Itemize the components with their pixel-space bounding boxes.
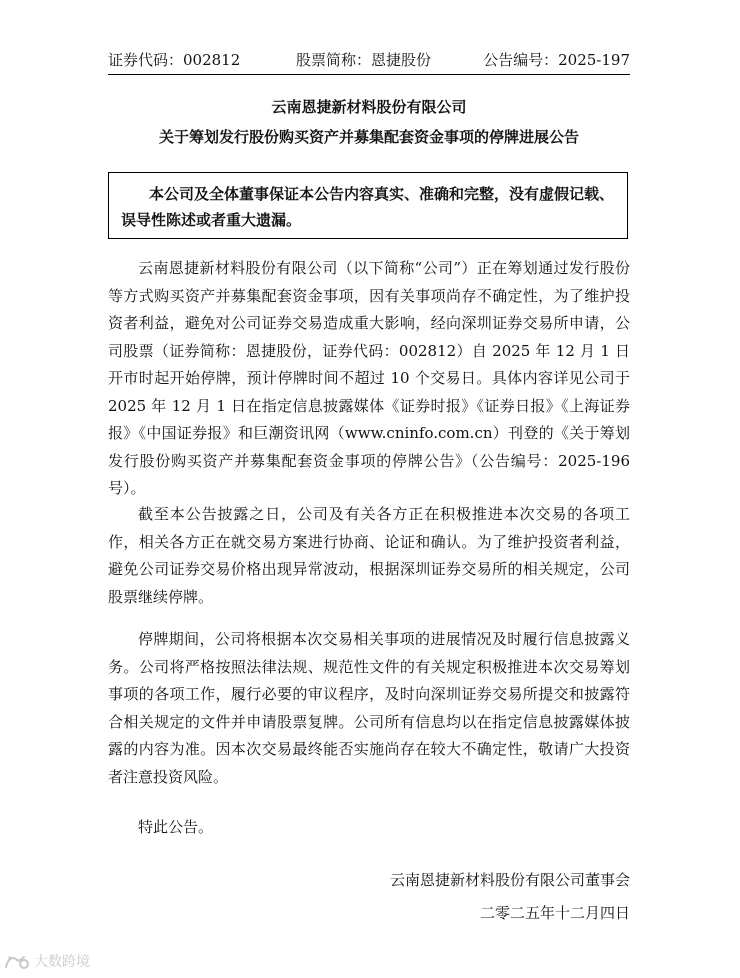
page-header <box>108 50 630 75</box>
security-code: 证券代码：002812 <box>108 51 241 69</box>
signature-organization: 云南恩捷新材料股份有限公司董事会 <box>389 871 630 889</box>
paragraph-closing: 特此公告。 <box>138 818 214 836</box>
company-title: 云南恩捷新材料股份有限公司 <box>271 98 467 116</box>
security-abbreviation: 股票简称：恩捷股份 <box>296 51 432 69</box>
signature-date: 二零二五年十二月四日 <box>479 904 630 922</box>
paragraph-suspension-background: 云南恩捷新材料股份有限公司（以下简称“公司”）正在筹划通过发行股份等方式购买资产并募集配套资金事项，因有关事项尚存不确定性，为了维护投资者利益，避免对公司证券交易造成重大影响，经向深圳证券交易所申请，公司股票（证券简称：恩捷股份，证券代码：002812）自 2025 年 12 月 1 日开市时起开始停牌，预计停牌时间不超过 10 个交易日。具体内容详见公司于 2025 年 12 月 1 日在指定信息披露媒体《证券时报》《证券日报》《上海证券报》《中国证券报》和巨潮资讯网（www.cninfo.com.cn）刊登的《关于筹划发行股份购买资产并募集配套资金事项的停牌公告》（公告编号：2025-196 号）。 <box>108 259 630 497</box>
paragraph-progress: 截至本公告披露之日，公司及有关各方正在积极推进本次交易的各项工作，相关各方正在就交易方案进行协商、论证和确认。为了维护投资者利益，避免公司证券交易价格出现异常波动，根据深圳证券交易所的相关规定，公司股票继续停牌。 <box>108 505 630 606</box>
board-guarantee-notice: 本公司及全体董事保证本公告内容真实、准确和完整，没有虚假记载、误导性陈述或者重大遗漏。 <box>108 172 628 239</box>
watermark-text: 大数跨境 <box>34 954 90 970</box>
announcement-number: 公告编号：2025-197 <box>483 51 630 69</box>
brand-logo-icon <box>4 954 30 970</box>
announcement-title: 关于筹划发行股份购买资产并募集配套资金事项的停牌进展公告 <box>158 128 579 146</box>
paragraph-disclosure-obligation: 停牌期间，公司将根据本次交易相关事项的进展情况及时履行信息披露义务。公司将严格按照法律法规、规范性文件的有关规定积极推进本次交易筹划事项的各项工作，履行必要的审议程序，及时向深圳证券交易所提交和披露符合相关规定的文件并申请股票复牌。公司所有信息均以在指定信息披露媒体披露的内容为准。因本次交易最终能否实施尚存在较大不确定性，敬请广大投资者注意投资风险。 <box>108 630 630 786</box>
watermark <box>4 954 90 970</box>
